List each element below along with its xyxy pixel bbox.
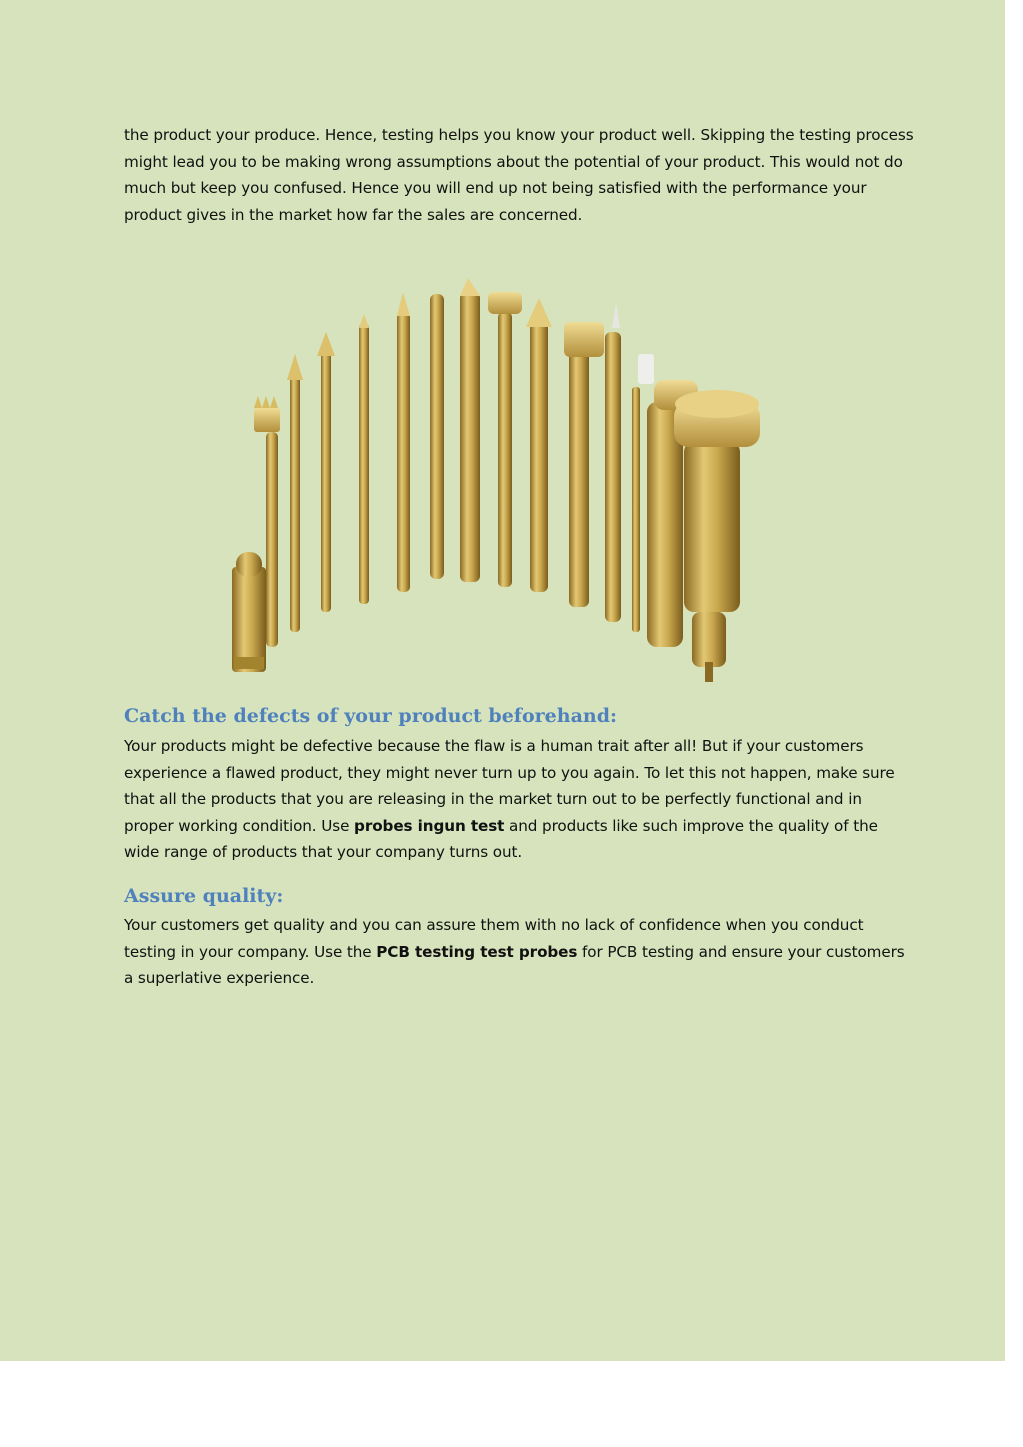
- defects-text-before: Your products might be defective because the flaw is a human trait after all! But if your customers experience a flawed product, they might never turn up to you again. To let this not happen, make sure that all the products that you are releasing in the market turn out to be perfectly functional and in proper working condition. Use: [124, 737, 895, 835]
- test-probes-image: [222, 272, 767, 684]
- defects-paragraph: [124, 733, 914, 866]
- intro-paragraph: [124, 122, 914, 228]
- probe-4: [317, 332, 335, 612]
- probe-9: [488, 292, 522, 587]
- heading-assure-quality: Assure quality:: [124, 885, 284, 907]
- probe-10: [526, 298, 552, 592]
- probe-8: [460, 278, 480, 582]
- probe-15: [674, 390, 760, 682]
- probe-11: [564, 322, 604, 607]
- probe-3: [287, 354, 303, 632]
- probe-6: [397, 292, 410, 592]
- quality-paragraph: [124, 912, 914, 992]
- intro-text: the product your produce. Hence, testing helps you know your product well. Skipping the testing process might lead you to be making wrong assumptions about the potential of your product. This would not do much but keep you confused. Hence you will end up not being satisfied with the performance your product gives in the market how far the sales are concerned.: [124, 126, 914, 224]
- defects-text-after: and products like such improve the quality of the wide range of products that your company turns out.: [124, 816, 878, 862]
- probe-5: [359, 314, 369, 604]
- probe-12: [605, 302, 621, 622]
- probe-7: [430, 294, 444, 579]
- heading-catch-defects: Catch the defects of your product beforehand:: [124, 705, 617, 727]
- quality-text-after: for PCB testing and ensure your customers a superlative experience.: [124, 942, 905, 988]
- quality-text-before: Your customers get quality and you can assure them with no lack of confidence when you conduct testing in your company. Use the: [124, 916, 864, 961]
- probe-1: [232, 552, 266, 672]
- quality-bold-keyword: PCB testing test probes: [376, 942, 578, 961]
- defects-bold-keyword: probes ingun test: [354, 816, 505, 835]
